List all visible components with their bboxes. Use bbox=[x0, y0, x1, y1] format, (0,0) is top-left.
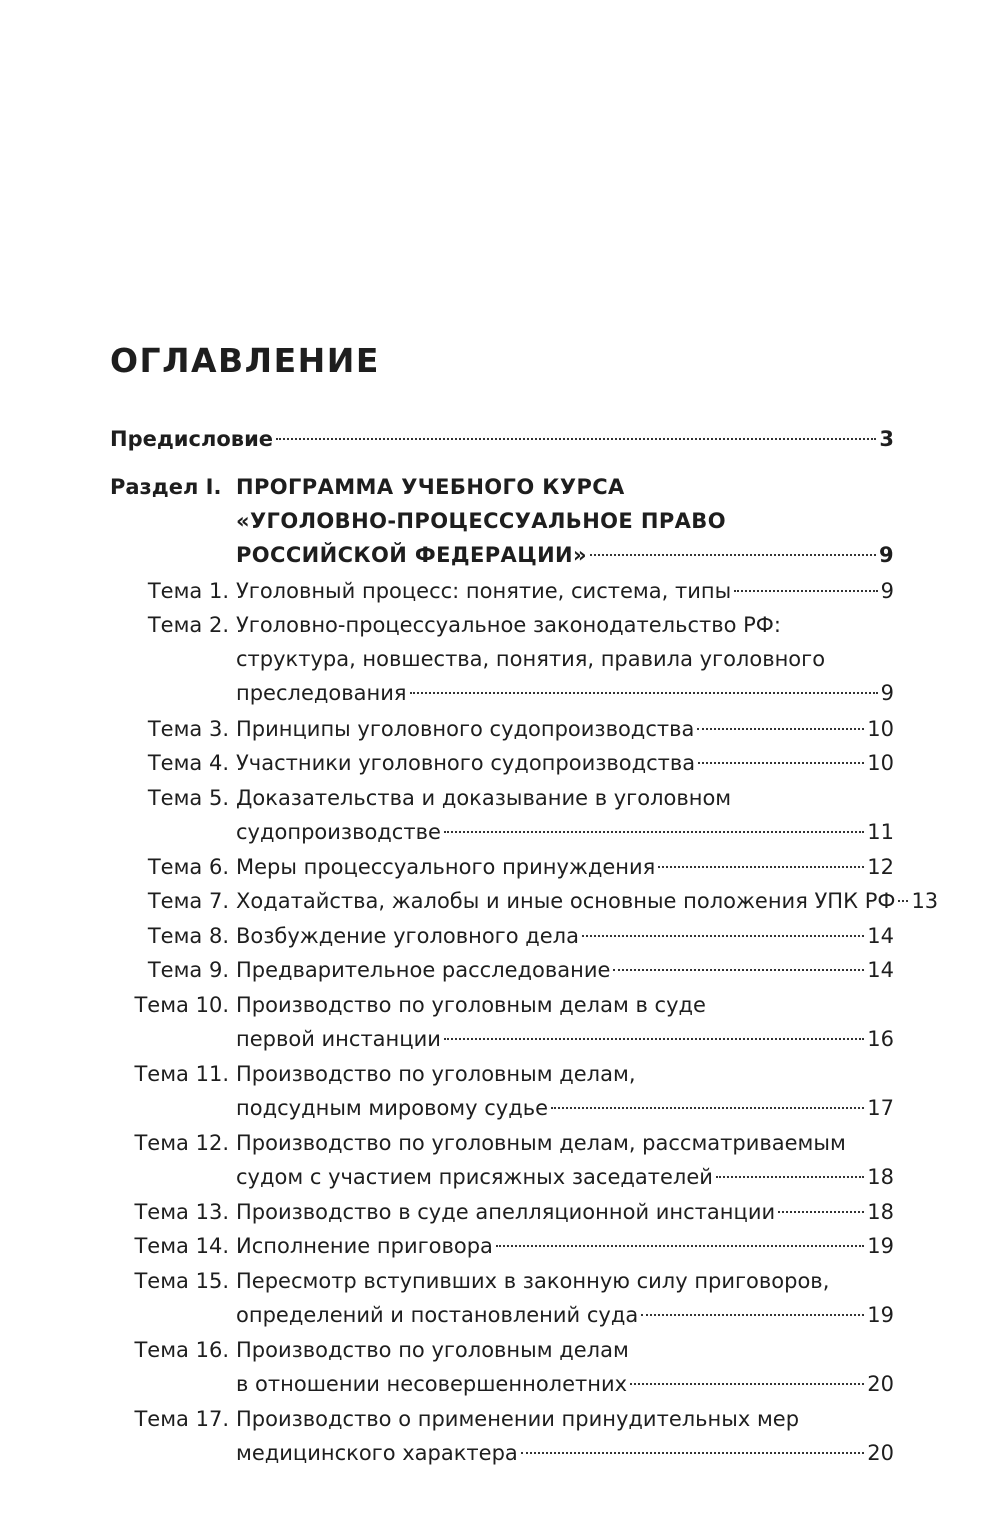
entry-label: Тема 14. bbox=[134, 1234, 229, 1258]
entry-label: Тема 8. bbox=[147, 924, 229, 948]
dot-leader bbox=[898, 900, 908, 902]
entry-title-line bbox=[236, 1298, 894, 1332]
entry-title-text: Предисловие bbox=[110, 427, 274, 451]
entry-title-line bbox=[236, 712, 894, 746]
entry-title-text: Исполнение приговора bbox=[236, 1234, 493, 1258]
page-number: 18 bbox=[867, 1165, 894, 1189]
entry-title bbox=[236, 712, 894, 746]
dot-leader bbox=[698, 762, 864, 764]
page-number: 9 bbox=[880, 681, 894, 705]
entry-title-line bbox=[236, 781, 894, 815]
entry-title-line bbox=[236, 1091, 894, 1125]
entry-title-line bbox=[236, 1229, 894, 1263]
entry-title-line bbox=[236, 884, 939, 918]
entry-title-text: Производство по уголовным делам bbox=[236, 1338, 629, 1362]
entry-title bbox=[236, 953, 894, 987]
page-number: 10 bbox=[867, 751, 894, 775]
dot-leader bbox=[697, 728, 864, 730]
entry-title-text: «УГОЛОВНО-ПРОЦЕССУАЛЬНОЕ ПРАВО bbox=[236, 509, 726, 533]
entry-title-text: Пересмотр вступивших в законную силу приговоров, bbox=[236, 1269, 830, 1293]
dot-leader bbox=[444, 831, 864, 833]
entry-title-line bbox=[236, 988, 894, 1022]
entry-title-text: Производство о применении принудительных мер bbox=[236, 1407, 800, 1431]
entry-title-line bbox=[236, 1160, 894, 1194]
entry-title-text: первой инстанции bbox=[236, 1027, 441, 1051]
entry-title-text: РОССИЙСКОЙ ФЕДЕРАЦИИ» bbox=[236, 543, 587, 567]
dot-leader bbox=[444, 1038, 864, 1040]
entry-title-text: Уголовно-процессуальное законодательство РФ: bbox=[236, 613, 781, 637]
entry-title bbox=[236, 608, 894, 710]
entry-title-text: в отношении несовершеннолетних bbox=[236, 1372, 628, 1396]
page-number: 9 bbox=[880, 579, 894, 603]
dot-leader bbox=[496, 1245, 864, 1247]
entry-label: Тема 7. bbox=[147, 889, 229, 913]
entry-title-line bbox=[236, 746, 894, 780]
entry-title-line bbox=[236, 1126, 894, 1160]
dot-leader bbox=[551, 1107, 864, 1109]
entry-title-text: медицинского характера bbox=[236, 1441, 518, 1465]
entry-title-line bbox=[236, 538, 894, 572]
entry-title-line bbox=[236, 608, 894, 642]
entry-title-line bbox=[236, 642, 894, 676]
dot-leader bbox=[521, 1452, 864, 1454]
entry-label: Тема 10. bbox=[134, 993, 229, 1017]
entry-title-text: Производство в суде апелляционной инстанции bbox=[236, 1200, 776, 1224]
entry-title-line bbox=[236, 1436, 894, 1470]
dot-leader bbox=[582, 935, 864, 937]
entry-label: Раздел I. bbox=[110, 475, 222, 499]
page-number: 13 bbox=[911, 889, 939, 913]
dot-leader bbox=[590, 554, 876, 556]
entry-title-text: судом с участием присяжных заседателей bbox=[236, 1165, 713, 1189]
entry-title-line bbox=[236, 953, 894, 987]
entry-title bbox=[236, 781, 894, 849]
entry-label: Тема 4. bbox=[147, 751, 229, 775]
entry-title-line bbox=[236, 1402, 894, 1436]
entry-title bbox=[236, 1057, 894, 1125]
page-number: 19 bbox=[867, 1234, 894, 1258]
entry-label: Тема 15. bbox=[134, 1269, 229, 1293]
page-number: 20 bbox=[867, 1372, 894, 1396]
dot-leader bbox=[716, 1176, 864, 1178]
entry-title-line bbox=[236, 1195, 894, 1229]
page-number: 3 bbox=[879, 427, 894, 451]
entry-title-text: Доказательства и доказывание в уголовном bbox=[236, 786, 732, 810]
entry-label: Тема 3. bbox=[147, 717, 229, 741]
entry-title-text: Предварительное расследование bbox=[236, 958, 611, 982]
page-number: 11 bbox=[867, 820, 894, 844]
entry-title bbox=[236, 746, 894, 780]
dot-leader bbox=[641, 1314, 864, 1316]
dot-leader bbox=[734, 590, 877, 592]
entry-label: Тема 13. bbox=[134, 1200, 229, 1224]
entry-title-line bbox=[110, 422, 894, 456]
entry-title-line bbox=[236, 919, 894, 953]
entry-title-line bbox=[236, 1057, 894, 1091]
dot-leader bbox=[658, 866, 864, 868]
page-number: 12 bbox=[867, 855, 894, 879]
dot-leader bbox=[630, 1383, 864, 1385]
entry-title-line bbox=[236, 1367, 894, 1401]
entry-title-line bbox=[236, 1333, 894, 1367]
page-number: 17 bbox=[867, 1096, 894, 1120]
entry-title bbox=[236, 1126, 894, 1194]
entry-title bbox=[236, 1229, 894, 1263]
entry-title-text: Ходатайства, жалобы и иные основные положения УПК РФ bbox=[236, 889, 896, 913]
page-number: 9 bbox=[878, 543, 894, 567]
entry-title bbox=[236, 850, 894, 884]
entry-title-text: структура, новшества, понятия, правила уголовного bbox=[236, 647, 826, 671]
entry-title bbox=[236, 574, 894, 608]
entry-title-text: Производство по уголовным делам, bbox=[236, 1062, 636, 1086]
entry-title bbox=[236, 1402, 894, 1470]
entry-title bbox=[236, 1333, 894, 1401]
entry-title bbox=[236, 884, 939, 918]
page-number: 18 bbox=[867, 1200, 894, 1224]
entry-label: Тема 2. bbox=[147, 613, 229, 637]
entry-title-text: Производство по уголовным делам, рассматриваемым bbox=[236, 1131, 846, 1155]
entry-label: Тема 1. bbox=[147, 579, 229, 603]
dot-leader bbox=[778, 1211, 864, 1213]
entry-title-text: подсудным мировому судье bbox=[236, 1096, 549, 1120]
entry-label: Тема 16. bbox=[134, 1338, 229, 1362]
entry-title-line bbox=[236, 1264, 894, 1298]
entry-title bbox=[236, 919, 894, 953]
page-number: 14 bbox=[867, 924, 894, 948]
page-number: 20 bbox=[867, 1441, 894, 1465]
entry-label: Тема 17. bbox=[134, 1407, 229, 1431]
entry-title bbox=[236, 470, 894, 572]
page-number: 10 bbox=[867, 717, 894, 741]
entry-title-text: определений и постановлений суда bbox=[236, 1303, 639, 1327]
entry-label: Тема 12. bbox=[134, 1131, 229, 1155]
entry-title-line bbox=[236, 676, 894, 710]
dot-leader bbox=[613, 969, 864, 971]
entry-title-text: Участники уголовного судопроизводства bbox=[236, 751, 696, 775]
dot-leader bbox=[276, 438, 876, 440]
entry-label: Тема 6. bbox=[147, 855, 229, 879]
entry-label: Тема 11. bbox=[134, 1062, 229, 1086]
entry-title-text: судопроизводстве bbox=[236, 820, 441, 844]
entry-title-text: Уголовный процесс: понятие, система, типы bbox=[236, 579, 732, 603]
entry-title-text: Производство по уголовным делам в суде bbox=[236, 993, 706, 1017]
page-number: 14 bbox=[867, 958, 894, 982]
entry-title-line bbox=[236, 470, 894, 504]
entry-title-text: Принципы уголовного судопроизводства bbox=[236, 717, 695, 741]
dot-leader bbox=[410, 692, 878, 694]
entry-title-line bbox=[236, 1022, 894, 1056]
entry-label: Тема 9. bbox=[147, 958, 229, 982]
entry-title-text: Возбуждение уголовного дела bbox=[236, 924, 579, 948]
entry-title-text: Меры процессуального принуждения bbox=[236, 855, 656, 879]
entry-title-text: ПРОГРАММА УЧЕБНОГО КУРСА bbox=[236, 475, 625, 499]
entry-title-line bbox=[236, 850, 894, 884]
entry-title bbox=[236, 1195, 894, 1229]
entry-title-line bbox=[236, 504, 894, 538]
entry-title bbox=[110, 422, 894, 456]
page-title: ОГЛАВЛЕНИЕ bbox=[110, 341, 380, 380]
page-number: 19 bbox=[867, 1303, 894, 1327]
entry-title-text: преследования bbox=[236, 681, 407, 705]
entry-title-line bbox=[236, 815, 894, 849]
entry-title bbox=[236, 988, 894, 1056]
entry-label: Тема 5. bbox=[147, 786, 229, 810]
entry-title-line bbox=[236, 574, 894, 608]
page-number: 16 bbox=[867, 1027, 894, 1051]
entry-title bbox=[236, 1264, 894, 1332]
